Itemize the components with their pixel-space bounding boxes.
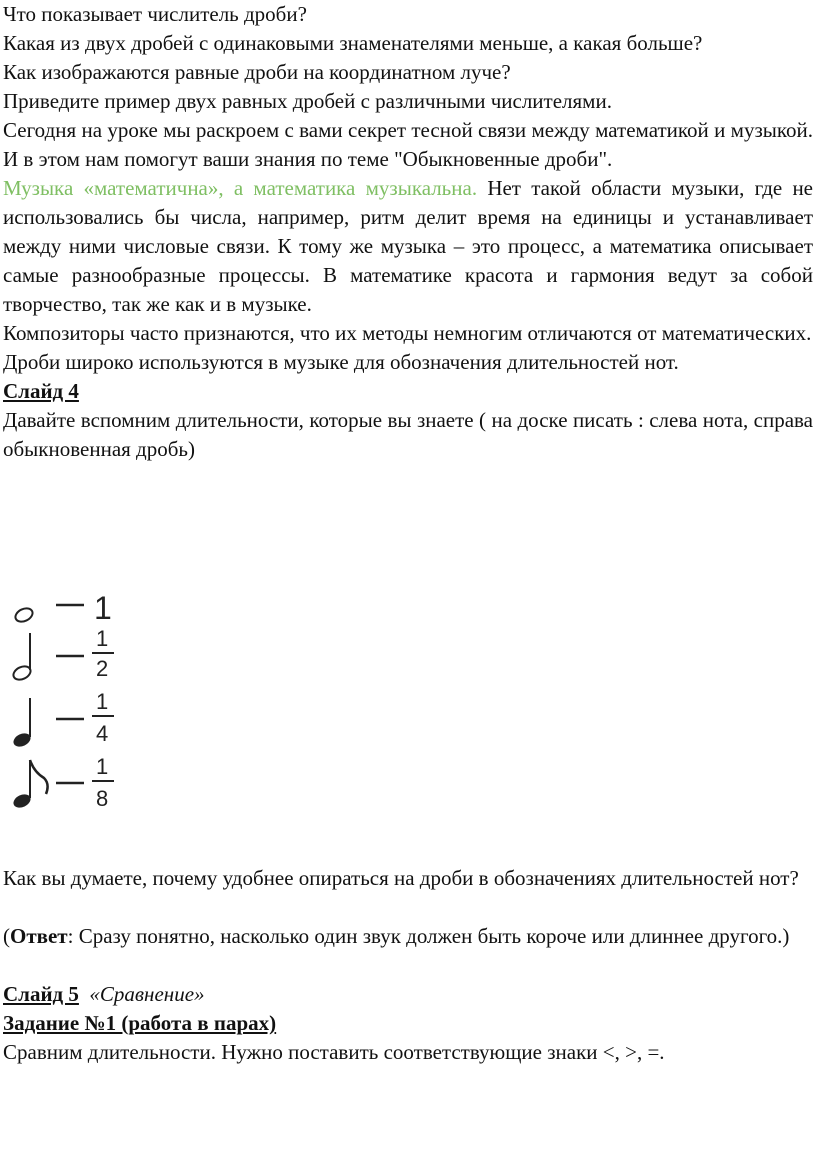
highlight-phrase: Музыка «математична», а математика музыкальна. (3, 176, 478, 200)
slide-4-heading: Слайд 4 (3, 379, 79, 403)
intro-paragraph: Сегодня на уроке мы раскроем с вами секрет тесной связи между математикой и музыкой. И в этом нам помогут ваши знания по теме "Обыкновенные дроби". (3, 118, 813, 171)
fractions-paragraph: Дроби широко используются в музыке для обозначения длительностей нот. (3, 350, 679, 374)
task-1-heading: Задание №1 (работа в парах) (3, 1011, 277, 1035)
document-page (3, 0, 813, 464)
slide-5-title: «Сравнение» (89, 982, 205, 1006)
note-durations-svg (4, 588, 134, 823)
eighth-numerator: 1 (96, 754, 109, 779)
composers-paragraph: Композиторы часто признаются, что их методы немногим отличаются от математических. (3, 321, 812, 345)
whole-note-icon (13, 606, 34, 624)
half-numerator: 1 (96, 626, 109, 651)
question-1: Что показывает числитель дроби? (3, 2, 307, 26)
eighth-denominator: 8 (96, 786, 109, 811)
durations-paragraph: Давайте вспомним длительности, которые вы знаете ( на доске писать : слева нота, справа обыкновенная дробь) (3, 408, 813, 461)
quarter-denominator: 4 (96, 721, 109, 746)
answer-paragraph: (Ответ: Сразу понятно, насколько один звук должен быть короче или длиннее другого.) (3, 924, 790, 948)
question-3: Как изображаются равные дроби на координатном луче? (3, 60, 511, 84)
document-page-lower (3, 864, 813, 1067)
why-question: Как вы думаете, почему удобнее опираться на дроби в обозначениях длительностей нот? (3, 866, 799, 890)
question-4: Приведите пример двух равных дробей с различными числителями. (3, 89, 612, 113)
compare-instruction: Сравним длительности. Нужно поставить соответствующие знаки <, >, =. (3, 1040, 665, 1064)
question-2: Какая из двух дробей с одинаковыми знаменателями меньше, а какая больше? (3, 31, 703, 55)
whole-value: 1 (94, 590, 112, 626)
half-denominator: 2 (96, 656, 109, 681)
quarter-numerator: 1 (96, 689, 109, 714)
slide-5-heading: Слайд 5 «Сравнение» (3, 982, 205, 1006)
music-paragraph (3, 174, 813, 319)
answer-label: Ответ (10, 924, 68, 948)
note-durations-figure (4, 588, 134, 823)
music-paragraph-text: Нет такой области музыки, где не использовались бы числа, например, ритм делит время на единицы и устанавливает между ними числовые связи. К тому же музыка – это процесс, а математика описывает самые разнообразные процессы. В математике красота и гармония ведут за собой творчество, так же как и в музыке. (3, 176, 814, 316)
